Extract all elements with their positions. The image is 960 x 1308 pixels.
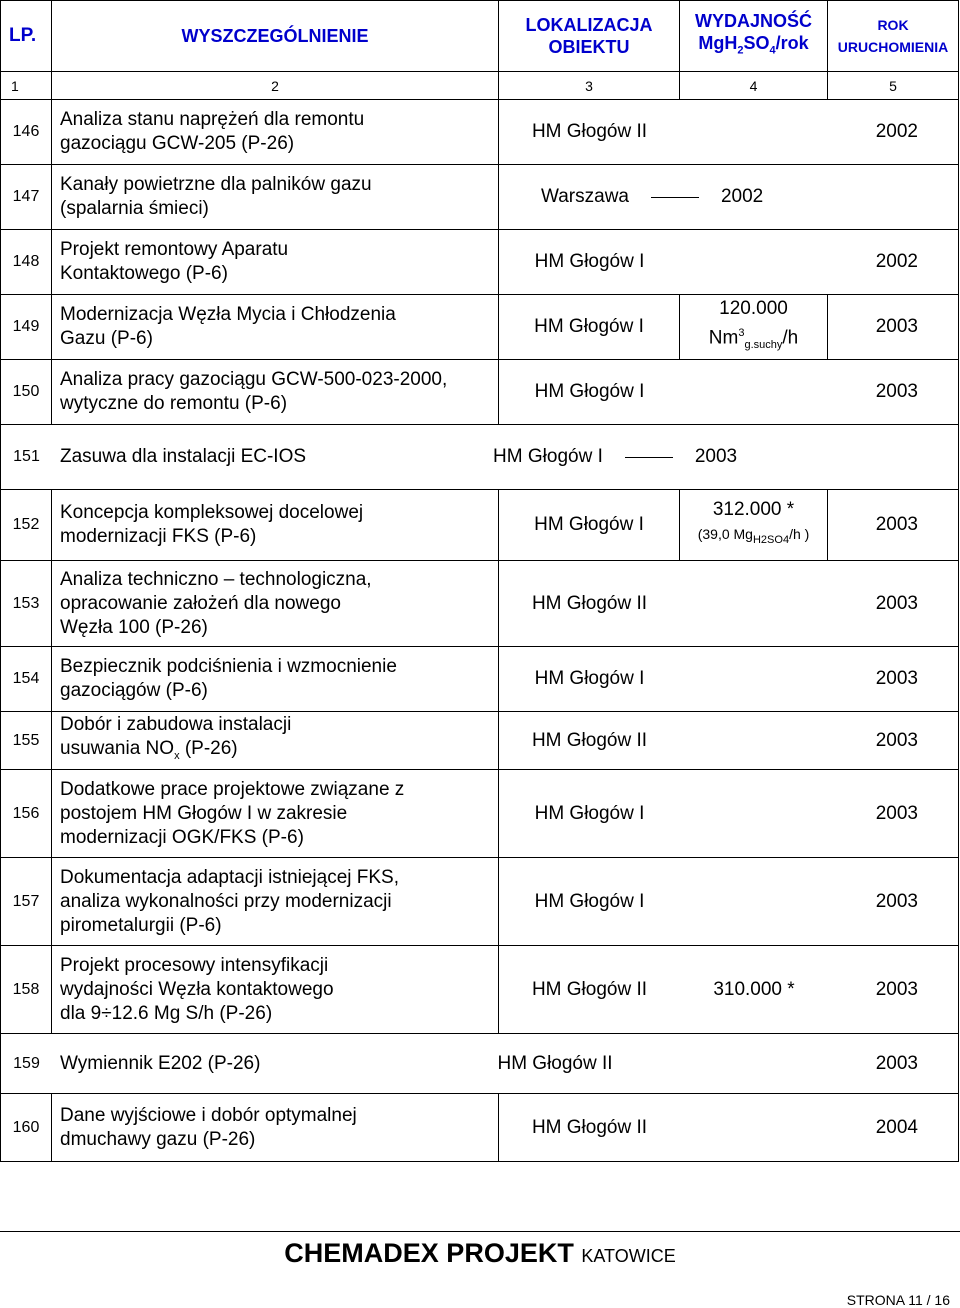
row-loc: HM Głogów II <box>531 1116 648 1138</box>
row-capacity: 120.000 $Nm^3_{g.suchy}/h$ <box>680 295 828 360</box>
table-row <box>1 490 959 561</box>
row-desc: Projekt procesowy intensyfikacji wydajności Węzła kontaktowego dla 9÷12.6 Mg S/h (P-26) <box>52 946 499 1034</box>
row-year: 2003 <box>694 446 738 467</box>
row-loc: HM Głogów I <box>534 802 645 824</box>
row-year: 2003 <box>828 490 959 561</box>
row-loc: HM Głogów II <box>531 978 648 1000</box>
row-lp: 157 <box>1 858 52 946</box>
row-desc: Modernizacja Węzła Mycia i Chłodzenia Gazu (P-6) <box>52 295 499 360</box>
row-loc-year <box>499 770 959 858</box>
row-desc: Analiza stanu naprężeń dla remontu gazociągu GCW-205 (P-26) <box>52 100 499 165</box>
row-desc: Analiza pracy gazociągu GCW-500-023-2000, wytyczne do remontu (P-6) <box>52 360 499 425</box>
header-desc: WYSZCZEGÓLNIENIE <box>52 1 499 72</box>
colnum-2: 2 <box>52 72 499 100</box>
row-desc: Zasuwa dla instalacji EC-IOS <box>60 446 307 467</box>
dash <box>651 197 699 198</box>
header-lp: LP. <box>1 1 52 72</box>
colnum-1: 1 <box>1 72 52 100</box>
table-row <box>1 1094 959 1162</box>
row-year: 2003 <box>875 381 918 402</box>
table-row <box>1 561 959 647</box>
row-desc: Analiza techniczno – technologiczna, opracowanie założeń dla nowego Węzła 100 (P-26) <box>52 561 499 647</box>
row-lp: 146 <box>1 100 52 165</box>
footer-city: KATOWICE <box>581 1246 676 1266</box>
table-row <box>1 1034 959 1094</box>
row-loc-year <box>499 647 959 712</box>
row-loc: HM Głogów II <box>531 729 648 751</box>
row-capacity: 310.000 * <box>713 978 795 1000</box>
row-year: 2003 <box>875 978 918 1000</box>
row-year: 2003 <box>875 668 918 689</box>
colnum-4: 4 <box>680 72 828 100</box>
page-number: STRONA 11 / 16 <box>846 1292 950 1308</box>
row-lp: 150 <box>1 360 52 425</box>
row-lp: 149 <box>1 295 52 360</box>
table-row <box>1 712 959 770</box>
row-lp: 155 <box>1 712 52 770</box>
row-loc: HM Głogów I <box>534 251 645 272</box>
footer-brand: CHEMADEX PROJEKT KATOWICE <box>284 1238 676 1268</box>
row-loc: HM Głogów I <box>534 381 645 402</box>
header-cap-line1: WYDAJNOŚĆ <box>694 11 812 32</box>
header-cap-line2: $MgH_2SO_4$/rok <box>698 33 809 57</box>
row-lp: 158 <box>1 946 52 1034</box>
dash <box>625 457 673 458</box>
row-loc-year <box>499 858 959 946</box>
table-row <box>1 858 959 946</box>
row-lp: 154 <box>1 647 52 712</box>
table-row <box>1 946 959 1034</box>
row-lp: 156 <box>1 770 52 858</box>
row-loc-year <box>499 100 959 165</box>
header-loc-line2: OBIEKTU <box>548 37 630 57</box>
row-capacity: 312.000 * (39,0 $Mg_{H2SO4}/h$ ) <box>680 490 828 561</box>
row-loc: HM Głogów II <box>531 592 648 614</box>
table-row <box>1 770 959 858</box>
row-desc: Dobór i zabudowa instalacji usuwania $NO_x$ (P-26) <box>52 712 499 770</box>
header-loc-line1: LOKALIZACJA <box>525 15 653 35</box>
row-year: 2003 <box>828 295 959 360</box>
colnum-5: 5 <box>828 72 959 100</box>
row-loc-year <box>499 360 959 425</box>
table-row <box>1 425 959 490</box>
row-year: 2002 <box>875 121 918 142</box>
row-loc: Warszawa <box>541 186 629 207</box>
row-full <box>1 1034 959 1094</box>
row-loc-year <box>499 165 959 230</box>
row-full <box>1 425 959 490</box>
column-number-row <box>1 72 959 100</box>
row-desc: Bezpiecznik podciśnienia i wzmocnienie gazociągów (P-6) <box>52 647 499 712</box>
row-lp: 147 <box>1 165 52 230</box>
table-row <box>1 295 959 360</box>
row-desc: Projekt remontowy Aparatu Kontaktowego (P-6) <box>52 230 499 295</box>
row-desc: Dokumentacja adaptacji istniejącej FKS, analiza wykonalności przy modernizacji pirometalurgii (P-6) <box>52 858 499 946</box>
row-year: 2003 <box>875 1052 918 1074</box>
row-year: 2004 <box>875 1116 918 1138</box>
row-lp: 153 <box>1 561 52 647</box>
row-loc: HM Głogów I <box>499 490 680 561</box>
row-loc: HM Głogów II <box>497 1052 613 1074</box>
header-year-line2: URUCHOMIENIA <box>837 39 949 55</box>
table-row <box>1 647 959 712</box>
row-lp: 151 <box>13 448 40 465</box>
row-loc: HM Głogów I <box>534 890 645 912</box>
row-loc: HM Głogów I <box>534 668 645 689</box>
row-loc: HM Głogów I <box>493 446 603 467</box>
row-loc: HM Głogów II <box>531 121 648 142</box>
header-location <box>499 1 680 72</box>
row-loc: HM Głogów I <box>499 295 680 360</box>
row-loc-year <box>499 712 959 770</box>
table-row <box>1 165 959 230</box>
row-lp: 159 <box>13 1054 40 1072</box>
table-row <box>1 360 959 425</box>
row-year: 2003 <box>875 729 918 751</box>
row-year: 2003 <box>875 890 918 912</box>
row-loc-year <box>499 946 959 1034</box>
header-capacity <box>680 1 828 72</box>
header-year <box>828 1 959 72</box>
header-row <box>1 1 959 72</box>
table-row <box>1 100 959 165</box>
row-desc: Kanały powietrzne dla palników gazu (spalarnia śmieci) <box>52 165 499 230</box>
row-lp: 152 <box>1 490 52 561</box>
row-loc-year <box>499 230 959 295</box>
row-loc-year <box>499 1094 959 1162</box>
row-desc: Dodatkowe prace projektowe związane z postojem HM Głogów I w zakresie modernizacji OGK/FKS (P-6) <box>52 770 499 858</box>
row-desc: Wymiennik E202 (P-26) <box>60 1052 261 1074</box>
row-year: 2003 <box>875 592 918 614</box>
row-lp: 160 <box>1 1094 52 1162</box>
row-year: 2002 <box>875 251 918 272</box>
row-year: 2002 <box>720 186 764 207</box>
header-year-line1: ROK <box>877 17 909 33</box>
footer-divider <box>0 1231 960 1232</box>
row-year: 2003 <box>875 802 918 824</box>
row-desc: Koncepcja kompleksowej docelowej modernizacji FKS (P-6) <box>52 490 499 561</box>
colnum-3: 3 <box>499 72 680 100</box>
row-loc-year <box>499 561 959 647</box>
table-row <box>1 230 959 295</box>
row-lp: 148 <box>1 230 52 295</box>
row-desc: Dane wyjściowe i dobór optymalnej dmuchawy gazu (P-26) <box>52 1094 499 1162</box>
